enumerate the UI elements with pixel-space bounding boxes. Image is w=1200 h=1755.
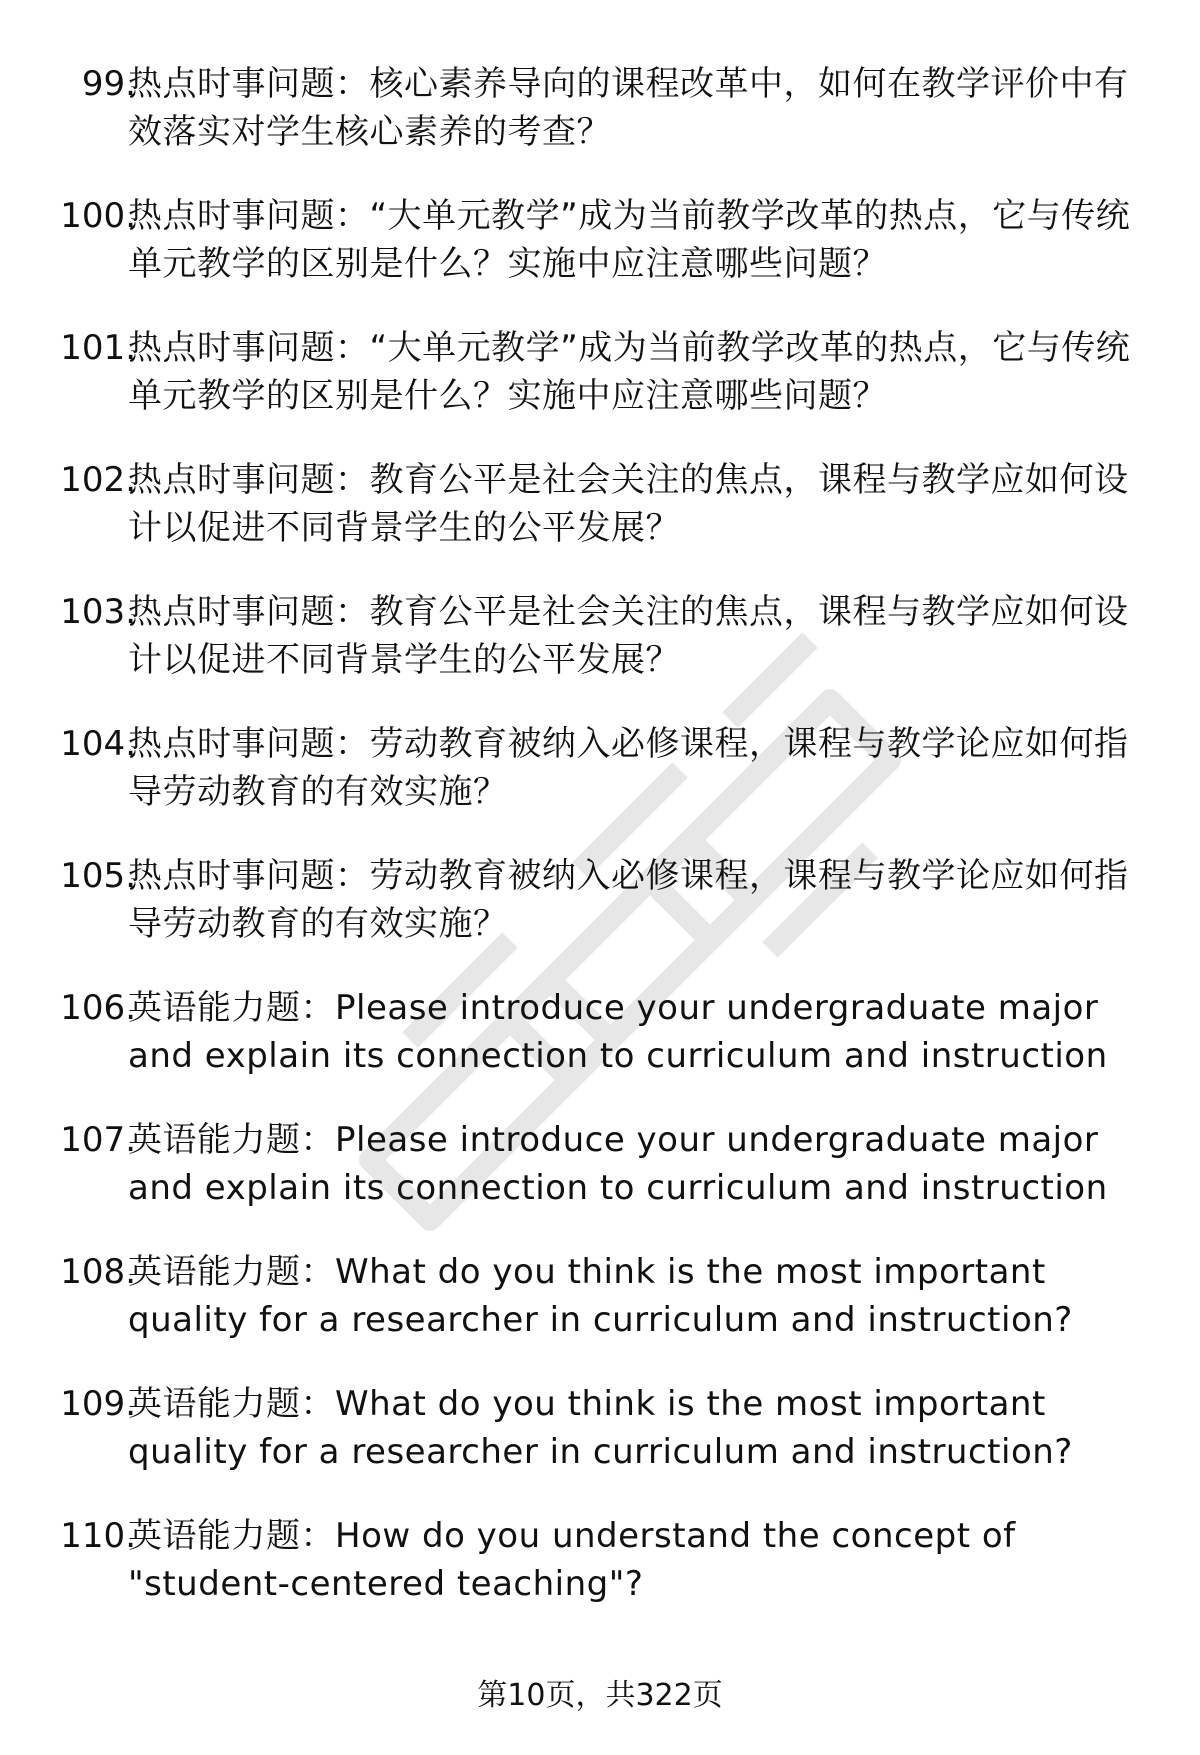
- list-item: [0, 1380, 1200, 1512]
- list-item: [0, 60, 1200, 192]
- question-text: 英语能力题：Please introduce your undergraduate major and explain its connection to curriculum and instruction: [128, 988, 1108, 1076]
- list-item: [0, 324, 1200, 456]
- question-number: 99.: [81, 64, 136, 104]
- list-item: [0, 1248, 1200, 1380]
- list-item: [0, 984, 1200, 1116]
- question-number: 106.: [60, 988, 136, 1028]
- question-text: 英语能力题：What do you think is the most important quality for a researcher in curriculum and instruction?: [128, 1384, 1073, 1472]
- question-text: 热点时事问题：核心素养导向的课程改革中，如何在教学评价中有效落实对学生核心素养的考查？: [128, 64, 1129, 152]
- question-text: 热点时事问题：教育公平是社会关注的焦点，课程与教学应如何设计以促进不同背景学生的公平发展？: [128, 460, 1129, 548]
- question-text: 热点时事问题：教育公平是社会关注的焦点，课程与教学应如何设计以促进不同背景学生的公平发展？: [128, 592, 1129, 680]
- list-item: [0, 720, 1200, 852]
- question-number: 105.: [60, 856, 136, 896]
- question-number: 101.: [60, 328, 136, 368]
- list-item: [0, 1116, 1200, 1248]
- question-number: 110.: [60, 1516, 136, 1556]
- question-text: 英语能力题：What do you think is the most important quality for a researcher in curriculum and instruction?: [128, 1252, 1073, 1340]
- question-number: 100.: [60, 196, 136, 236]
- question-text: 热点时事问题：劳动教育被纳入必修课程，课程与教学论应如何指导劳动教育的有效实施？: [128, 724, 1129, 812]
- list-item: [0, 192, 1200, 324]
- question-number: 109.: [60, 1384, 136, 1424]
- question-number: 103.: [60, 592, 136, 632]
- page-footer: 第10页，共322页: [477, 1678, 723, 1713]
- question-number: 107.: [60, 1120, 136, 1160]
- question-text: 热点时事问题：“大单元教学”成为当前教学改革的热点，它与传统单元教学的区别是什么？实施中应注意哪些问题？: [128, 328, 1131, 416]
- question-text: 英语能力题：Please introduce your undergraduate major and explain its connection to curriculum and instruction: [128, 1120, 1108, 1208]
- list-item: [0, 588, 1200, 720]
- question-text: 热点时事问题：劳动教育被纳入必修课程，课程与教学论应如何指导劳动教育的有效实施？: [128, 856, 1129, 944]
- list-item: [0, 852, 1200, 984]
- list-item: [0, 1512, 1200, 1644]
- question-list: [0, 60, 1200, 1644]
- question-number: 108.: [60, 1252, 136, 1292]
- question-number: 102.: [60, 460, 136, 500]
- question-text: 英语能力题：How do you understand the concept of "student-centered teaching"?: [128, 1516, 1016, 1604]
- question-number: 104.: [60, 724, 136, 764]
- question-text: 热点时事问题：“大单元教学”成为当前教学改革的热点，它与传统单元教学的区别是什么？实施中应注意哪些问题？: [128, 196, 1131, 284]
- list-item: [0, 456, 1200, 588]
